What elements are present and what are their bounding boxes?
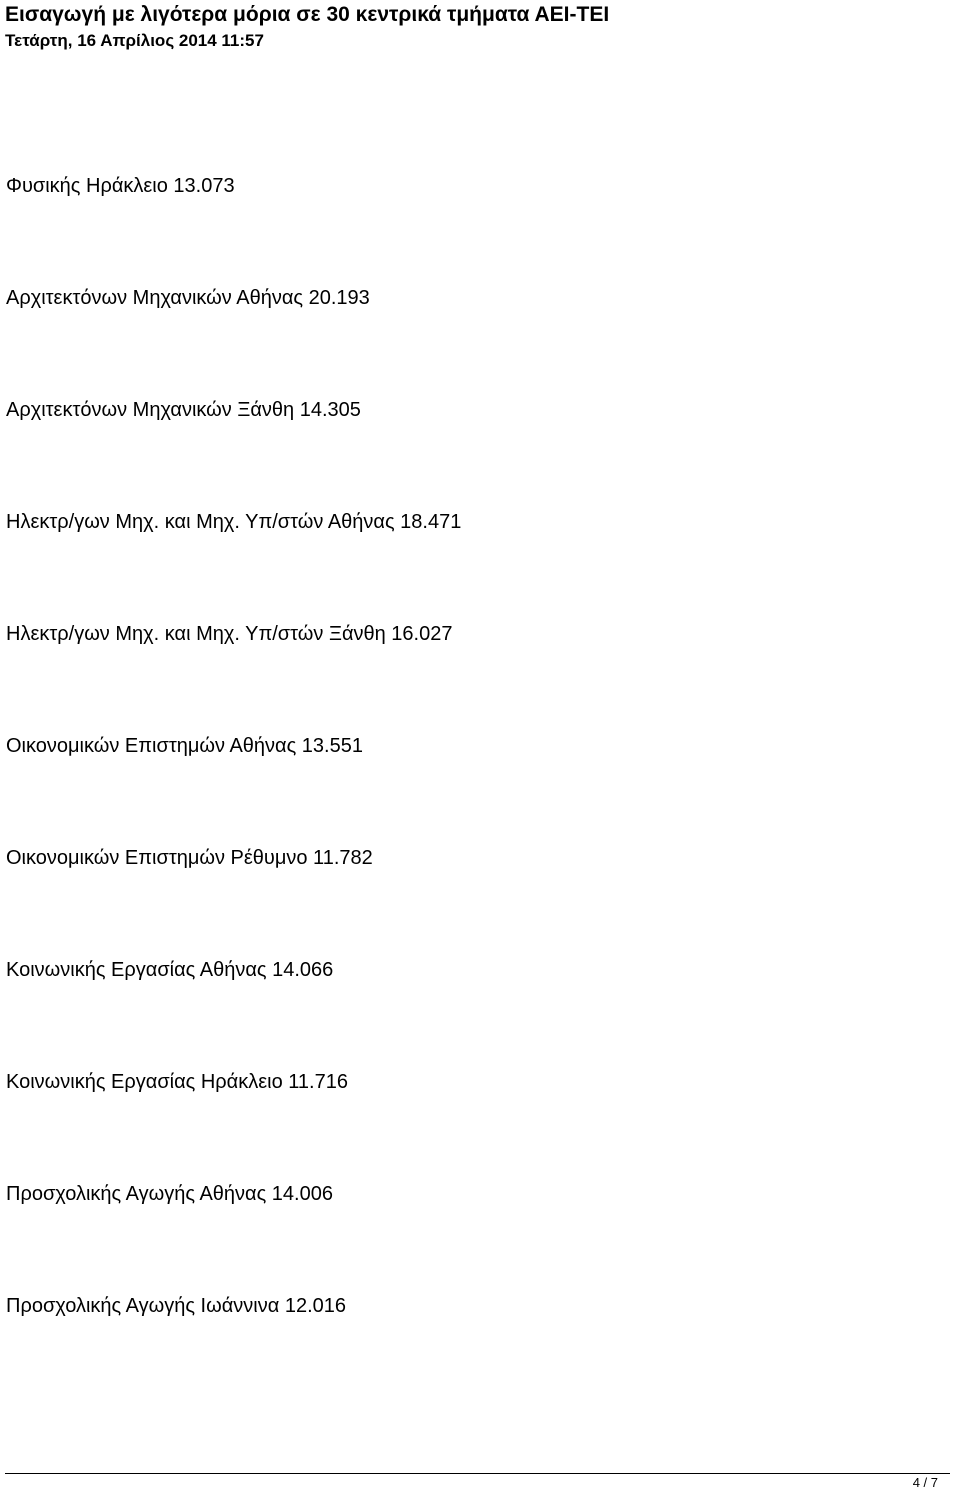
list-item: Ηλεκτρ/γων Μηχ. και Μηχ. Υπ/στών Ξάνθη 16.027 xyxy=(6,623,453,645)
footer-divider xyxy=(5,1473,950,1474)
list-item: Οικονομικών Επιστημών Ρέθυμνο 11.782 xyxy=(6,847,373,869)
list-item: Ηλεκτρ/γων Μηχ. και Μηχ. Υπ/στών Αθήνας 18.471 xyxy=(6,511,462,533)
list-item: Αρχιτεκτόνων Μηχανικών Αθήνας 20.193 xyxy=(6,287,370,309)
list-item: Κοινωνικής Εργασίας Αθήνας 14.066 xyxy=(6,959,334,981)
page-header xyxy=(5,0,955,52)
document-title: Εισαγωγή με λιγότερα μόρια σε 30 κεντρικά τμήματα ΑΕΙ-ΤΕΙ xyxy=(5,3,610,26)
list-item: Αρχιτεκτόνων Μηχανικών Ξάνθη 14.305 xyxy=(6,399,361,421)
list-item: Φυσικής Ηράκλειο 13.073 xyxy=(6,175,235,197)
list-item: Κοινωνικής Εργασίας Ηράκλειο 11.716 xyxy=(6,1071,348,1093)
list-item: Οικονομικών Επιστημών Αθήνας 13.551 xyxy=(6,735,363,757)
document-date: Τετάρτη, 16 Απρίλιος 2014 11:57 xyxy=(5,31,264,50)
department-list xyxy=(6,173,946,1319)
list-item: Προσχολικής Αγωγής Αθήνας 14.006 xyxy=(6,1183,333,1205)
list-item: Προσχολικής Αγωγής Ιωάννινα 12.016 xyxy=(6,1295,347,1317)
page-number: 4 / 7 xyxy=(912,1475,938,1490)
